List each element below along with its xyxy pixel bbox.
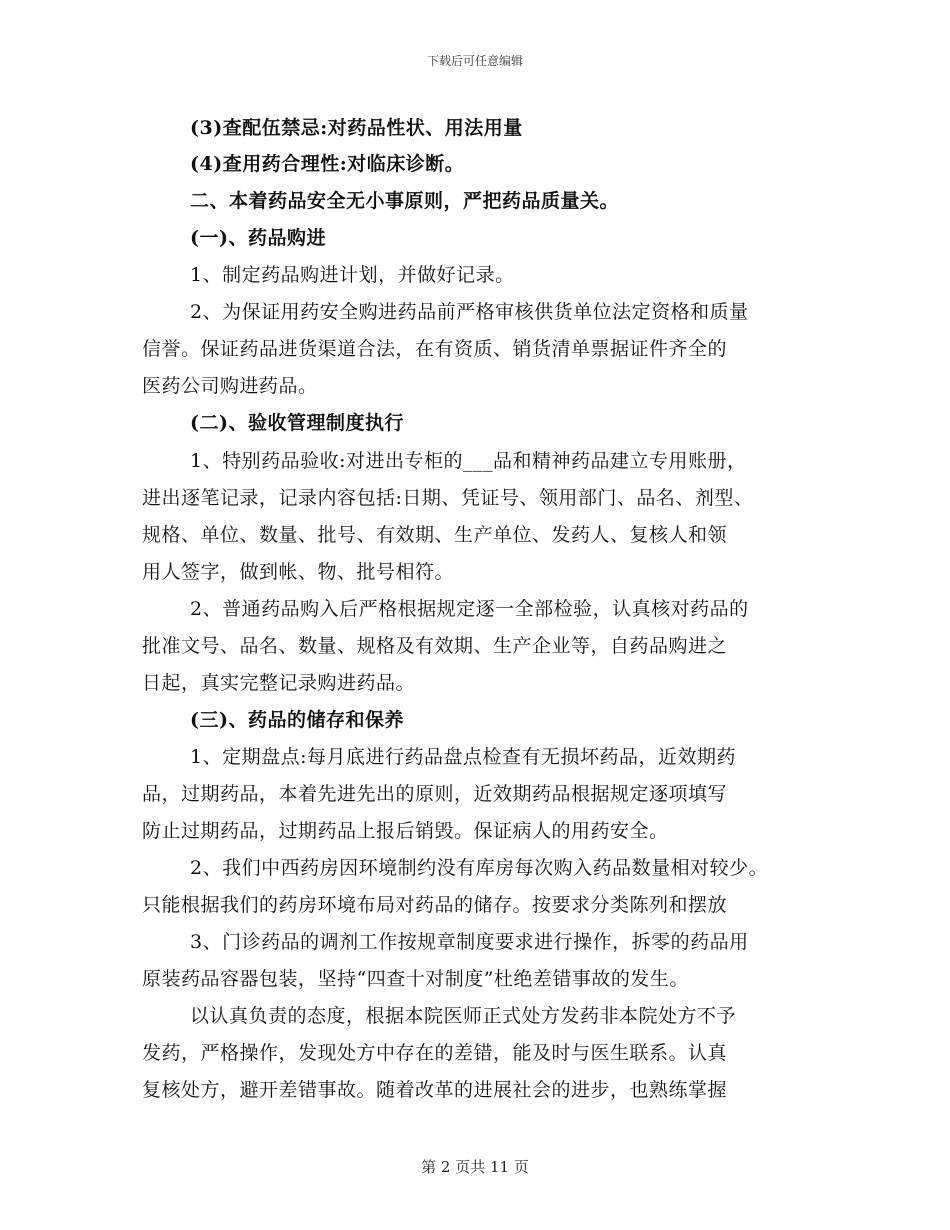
text-line: 2、我们中西药房因环境制约没有库房每次购入药品数量相对较少。: [190, 857, 769, 879]
text-line: 2、为保证用药安全购进药品前严格审核供货单位法定资格和质量: [190, 301, 749, 323]
text-line: 进出逐笔记录，记录内容包括:日期、凭证号、领用部门、品名、剂型、: [142, 487, 754, 509]
text-line: 医药公司购进药品。: [142, 375, 318, 397]
text-line: 1、制定药品购进计划，并做好记录。: [190, 264, 515, 286]
text-line: 1、特别药品验收:对进出专柜的___品和精神药品建立专用账册，: [190, 450, 747, 472]
text-line: 用人签字，做到帐、物、批号相符。: [142, 561, 455, 583]
subsection-heading: (一)、药品购进: [190, 227, 326, 249]
text-line: 3、门诊药品的调剂工作按规章制度要求进行操作，拆零的药品用: [190, 931, 749, 953]
text-line: (4)查用药合理性:对临床诊断。: [190, 153, 465, 175]
text-line: 规格、单位、数量、批号、有效期、生产单位、发药人、复核人和领: [142, 524, 728, 546]
text-line: 原装药品容器包装，坚持“四查十对制度”杜绝差错事故的发生。: [142, 968, 689, 990]
text-line: 只能根据我们的药房环境布局对药品的储存。按要求分类陈列和摆放: [142, 894, 728, 916]
text-line: 复核处方，避开差错事故。随着改革的进展社会的进步，也熟练掌握: [142, 1079, 728, 1101]
page-footer: 第 2 页共 11 页: [421, 1158, 529, 1176]
text-line: 2、普通药品购入后严格根据规定逐一全部检验，认真核对药品的: [190, 598, 749, 620]
subsection-heading: (三)、药品的储存和保养: [190, 709, 404, 731]
text-line: 信誉。保证药品进货渠道合法，在有资质、销货清单票据证件齐全的: [142, 338, 728, 360]
text-line: 防止过期药品，过期药品上报后销毁。保证病人的用药安全。: [142, 820, 669, 842]
page-header: 下载后可任意编辑: [426, 54, 523, 68]
text-line: (3)查配伍禁忌:对药品性状、用法用量: [190, 117, 523, 139]
text-line: 日起，真实完整记录购进药品。: [142, 672, 416, 694]
text-line: 发药，严格操作，发现处方中存在的差错，能及时与医生联系。认真: [142, 1042, 728, 1064]
section-heading: 二、本着药品安全无小事原则，严把药品质量关。: [190, 190, 620, 212]
text-line: 品，过期药品，本着先进先出的原则，近效期药品根据规定逐项填写: [142, 783, 728, 805]
text-line: 批准文号、品名、数量、规格及有效期、生产企业等，自药品购进之: [142, 635, 728, 657]
text-line: 1、定期盘点:每月底进行药品盘点检查有无损坏药品，近效期药: [190, 746, 736, 768]
text-line: 以认真负责的态度，根据本院医师正式处方发药非本院处方不予: [190, 1005, 737, 1027]
subsection-heading: (二)、验收管理制度执行: [190, 412, 404, 434]
